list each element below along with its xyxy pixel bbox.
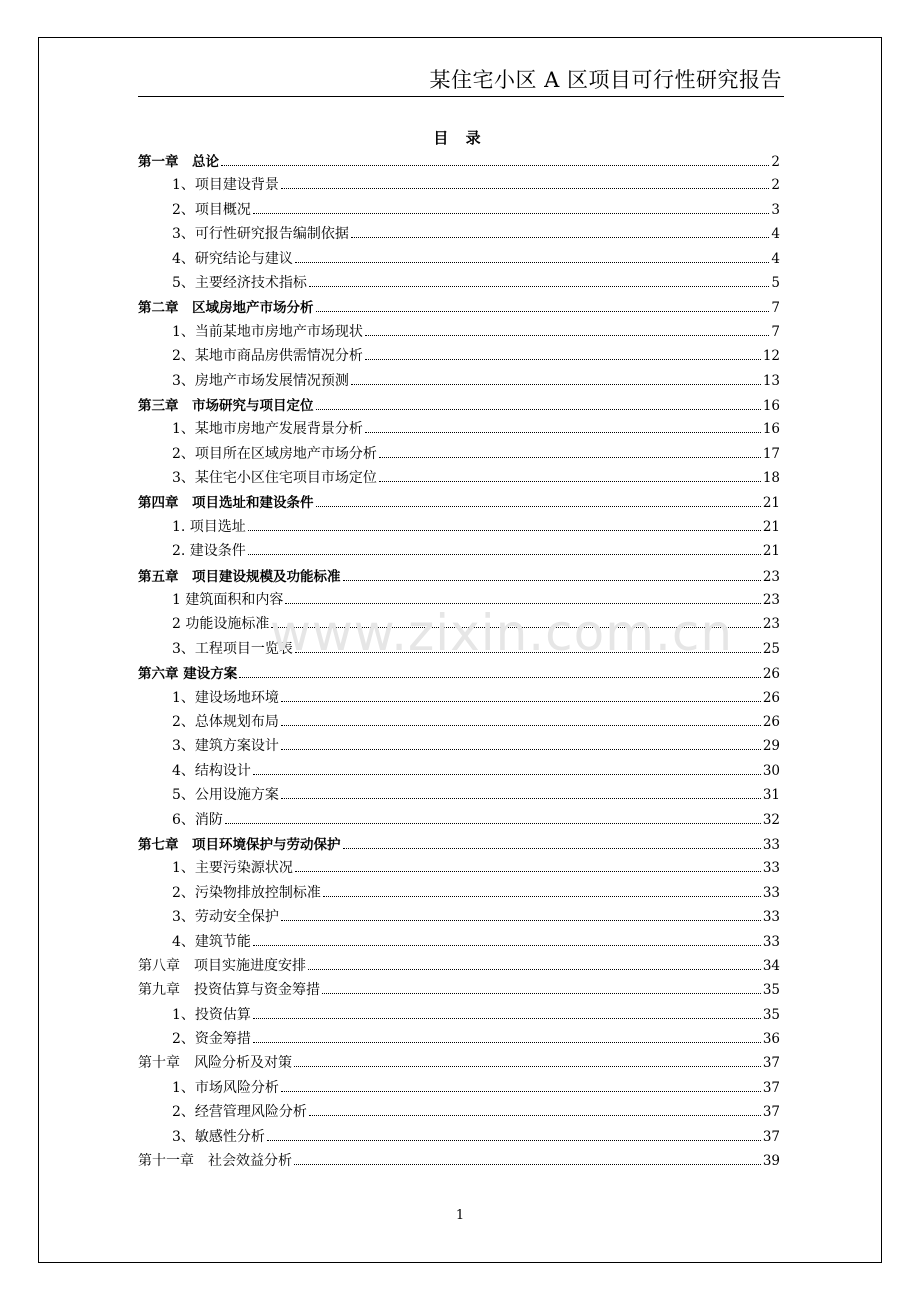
toc-entry-text: 第一章 总论	[138, 154, 219, 170]
toc-page-number: 7	[771, 300, 780, 317]
toc-entry-text: 4、研究结论与建议	[172, 250, 293, 267]
toc-dot-leader	[379, 481, 761, 482]
toc-page-number: 37	[762, 1055, 780, 1072]
toc-dot-leader	[351, 384, 761, 385]
toc-entry-text: 1、市场风险分析	[172, 1079, 279, 1096]
toc-section-entry[interactable]	[138, 321, 780, 345]
toc-section-entry[interactable]	[138, 1101, 780, 1125]
toc-page-number: 37	[762, 1128, 780, 1145]
toc-page-number: 26	[762, 666, 780, 683]
toc-dot-leader	[294, 1066, 761, 1067]
toc-section-entry[interactable]	[138, 931, 780, 955]
toc-page-number: 3	[771, 201, 780, 218]
toc-page-number: 4	[771, 226, 780, 243]
toc-entry-text: 3、劳动安全保护	[172, 909, 279, 926]
toc-section-entry[interactable]	[138, 248, 780, 272]
toc-entry-text: 1、建设场地环境	[172, 689, 279, 706]
toc-section-entry[interactable]	[138, 540, 780, 564]
toc-chapter-entry[interactable]	[138, 296, 780, 320]
toc-dot-leader	[281, 920, 761, 921]
toc-dot-leader	[365, 335, 769, 336]
toc-page-number: 33	[762, 836, 780, 853]
toc-page-number: 12	[762, 348, 780, 365]
toc-section-entry[interactable]	[138, 1126, 780, 1150]
toc-dot-leader	[309, 1115, 761, 1116]
toc-page-number: 16	[762, 421, 780, 438]
toc-dot-leader	[281, 725, 761, 726]
toc-page-number: 35	[762, 1006, 780, 1023]
toc-dot-leader	[322, 993, 761, 994]
toc-section-entry[interactable]	[138, 1004, 780, 1028]
toc-entry-text: 1 建筑面积和内容	[172, 592, 284, 609]
toc-section-entry[interactable]	[138, 906, 780, 930]
toc-page-number: 31	[762, 787, 780, 804]
toc-chapter-entry[interactable]	[138, 833, 780, 857]
toc-entry-text: 第三章 市场研究与项目定位	[138, 397, 314, 414]
toc-section-entry[interactable]	[138, 370, 780, 394]
toc-dot-leader	[253, 774, 761, 775]
toc-dot-leader	[281, 798, 761, 799]
toc-dot-leader	[365, 359, 761, 360]
toc-page-number: 18	[762, 470, 780, 487]
toc-page-number: 23	[762, 568, 780, 585]
toc-dot-leader	[267, 1140, 761, 1141]
toc-dot-leader	[281, 701, 761, 702]
toc-page-number: 17	[762, 445, 780, 462]
toc-section-entry[interactable]	[138, 809, 780, 833]
toc-entry-text: 1、主要污染源状况	[172, 860, 293, 877]
toc-page-number: 21	[762, 543, 780, 560]
toc-page-number: 7	[771, 323, 780, 340]
toc-section-entry[interactable]	[138, 199, 780, 223]
toc-title: 目 录	[433, 129, 487, 147]
toc-entry-text: 第十一章 社会效益分析	[138, 1153, 292, 1170]
toc-entry-text: 3、房地产市场发展情况预测	[172, 372, 349, 389]
toc-chapter-entry[interactable]	[138, 1150, 780, 1174]
toc-entry-text: 1、项目建设背景	[172, 177, 279, 194]
toc-entry-text: 第六章 建设方案	[138, 666, 238, 683]
toc-dot-leader	[343, 848, 761, 849]
toc-entry-text: 2、项目概况	[172, 201, 251, 218]
toc-section-entry[interactable]	[138, 1077, 780, 1101]
toc-dot-leader	[248, 530, 761, 531]
toc-entry-text: 5、主要经济技术指标	[172, 274, 307, 291]
toc-page-number: 21	[762, 495, 780, 512]
toc-dot-leader	[295, 871, 761, 872]
toc-entry-text: 1、某地市房地产发展背景分析	[172, 421, 363, 438]
toc-dot-leader	[343, 580, 761, 581]
toc-page-number: 37	[762, 1079, 780, 1096]
toc-entry-text: 4、建筑节能	[172, 933, 251, 950]
toc-section-entry[interactable]	[138, 857, 780, 881]
toc-page-number: 33	[762, 933, 780, 950]
toc-page-number: 4	[771, 250, 780, 267]
toc-chapter-entry[interactable]	[138, 565, 780, 589]
toc-chapter-entry[interactable]	[138, 1052, 780, 1076]
toc-dot-leader	[225, 823, 761, 824]
toc-dot-leader	[221, 165, 769, 166]
toc-page-number: 5	[771, 274, 780, 291]
toc-page-number: 21	[762, 518, 780, 535]
toc-entry-text: 第十章 风险分析及对策	[138, 1055, 292, 1072]
toc-dot-leader	[281, 749, 761, 750]
toc-chapter-entry[interactable]	[138, 662, 780, 686]
toc-page-number: 23	[762, 592, 780, 609]
toc-entry-text: 第四章 项目选址和建设条件	[138, 495, 314, 512]
toc-section-entry[interactable]	[138, 1028, 780, 1052]
toc-dot-leader	[351, 237, 769, 238]
toc-entry-text: 2. 建设条件	[172, 543, 246, 560]
toc-entry-text: 第七章 项目环境保护与劳动保护	[138, 836, 341, 853]
toc-section-entry[interactable]	[138, 443, 780, 467]
toc-page-number: 25	[762, 640, 780, 657]
toc-page-number: 39	[762, 1153, 780, 1170]
toc-entry-text: 2 功能设施标准	[172, 616, 270, 633]
toc-entry-text: 第五章 项目建设规模及功能标准	[138, 568, 341, 585]
page-number: 1	[455, 1208, 465, 1223]
toc-entry-text: 第八章 项目实施进度安排	[138, 957, 306, 974]
header-rule	[138, 96, 784, 97]
toc-dot-leader	[253, 1018, 761, 1019]
toc-entry-text: 3、工程项目一览表	[172, 640, 293, 657]
toc-chapter-entry[interactable]	[138, 150, 780, 174]
toc-section-entry[interactable]	[138, 418, 780, 442]
toc-section-entry[interactable]	[138, 345, 780, 369]
toc-dot-leader	[294, 1164, 761, 1165]
toc-entry-text: 4、结构设计	[172, 762, 251, 779]
toc-page-number: 33	[762, 909, 780, 926]
toc-entry-text: 6、消防	[172, 811, 223, 828]
toc-entry-text: 2、资金筹措	[172, 1031, 251, 1048]
toc-dot-leader	[316, 506, 761, 507]
toc-section-entry[interactable]	[138, 467, 780, 491]
toc-chapter-entry[interactable]	[138, 394, 780, 418]
toc-page-number: 2	[771, 154, 780, 170]
toc-dot-leader	[253, 213, 769, 214]
toc-entry-text: 3、敏感性分析	[172, 1128, 265, 1145]
toc-dot-leader	[365, 432, 761, 433]
toc-dot-leader	[323, 896, 761, 897]
toc-page-number: 37	[762, 1104, 780, 1121]
toc-dot-leader	[253, 945, 761, 946]
toc-dot-leader	[316, 311, 770, 312]
toc-page-number: 34	[762, 957, 780, 974]
toc-dot-leader	[379, 457, 761, 458]
toc-page-number: 36	[762, 1031, 780, 1048]
toc-entry-text: 2、污染物排放控制标准	[172, 884, 321, 901]
toc-page-number: 35	[762, 982, 780, 999]
toc-page-number: 33	[762, 860, 780, 877]
toc-section-entry[interactable]	[138, 735, 780, 759]
toc-dot-leader	[308, 969, 761, 970]
toc-page-number: 2	[771, 177, 780, 194]
toc-entry-text: 1、当前某地市房地产市场现状	[172, 323, 363, 340]
toc-section-entry[interactable]	[138, 516, 780, 540]
toc-entry-text: 3、某住宅小区住宅项目市场定位	[172, 470, 377, 487]
toc-chapter-entry[interactable]	[138, 979, 780, 1003]
toc-dot-leader	[309, 286, 769, 287]
toc-section-entry[interactable]	[138, 687, 780, 711]
toc-entry-text: 2、经营管理风险分析	[172, 1104, 307, 1121]
toc-entry-text: 1、投资估算	[172, 1006, 251, 1023]
watermark: www.zixin.com.cn	[270, 604, 734, 662]
table-of-contents	[138, 150, 780, 1174]
toc-page-number: 29	[762, 738, 780, 755]
toc-dot-leader	[316, 409, 761, 410]
toc-dot-leader	[295, 262, 769, 263]
toc-section-entry[interactable]	[138, 784, 780, 808]
toc-entry-text: 2、某地市商品房供需情况分析	[172, 348, 363, 365]
toc-page-number: 16	[762, 397, 780, 414]
toc-section-entry[interactable]	[138, 882, 780, 906]
toc-section-entry[interactable]	[138, 174, 780, 198]
toc-section-entry[interactable]	[138, 272, 780, 296]
toc-dot-leader	[248, 554, 761, 555]
toc-dot-leader	[239, 677, 761, 678]
toc-dot-leader	[253, 1042, 761, 1043]
toc-entry-text: 5、公用设施方案	[172, 787, 279, 804]
toc-section-entry[interactable]	[138, 711, 780, 735]
toc-entry-text: 2、总体规划布局	[172, 713, 279, 730]
toc-chapter-entry[interactable]	[138, 491, 780, 515]
toc-page-number: 33	[762, 884, 780, 901]
toc-section-entry[interactable]	[138, 223, 780, 247]
toc-entry-text: 3、可行性研究报告编制依据	[172, 226, 349, 243]
report-header-title: 某住宅小区 A 区项目可行性研究报告	[429, 68, 782, 92]
toc-page-number: 23	[762, 616, 780, 633]
toc-entry-text: 第二章 区域房地产市场分析	[138, 300, 314, 317]
toc-entry-text: 2、项目所在区域房地产市场分析	[172, 445, 377, 462]
toc-page-number: 26	[762, 713, 780, 730]
toc-entry-text: 3、建筑方案设计	[172, 738, 279, 755]
toc-dot-leader	[281, 188, 769, 189]
toc-page-number: 30	[762, 762, 780, 779]
toc-section-entry[interactable]	[138, 760, 780, 784]
toc-page-number: 13	[762, 372, 780, 389]
toc-entry-text: 1. 项目选址	[172, 518, 246, 535]
toc-page-number: 26	[762, 689, 780, 706]
toc-chapter-entry[interactable]	[138, 955, 780, 979]
toc-entry-text: 第九章 投资估算与资金筹措	[138, 982, 320, 999]
toc-dot-leader	[281, 1091, 761, 1092]
toc-page-number: 32	[762, 811, 780, 828]
